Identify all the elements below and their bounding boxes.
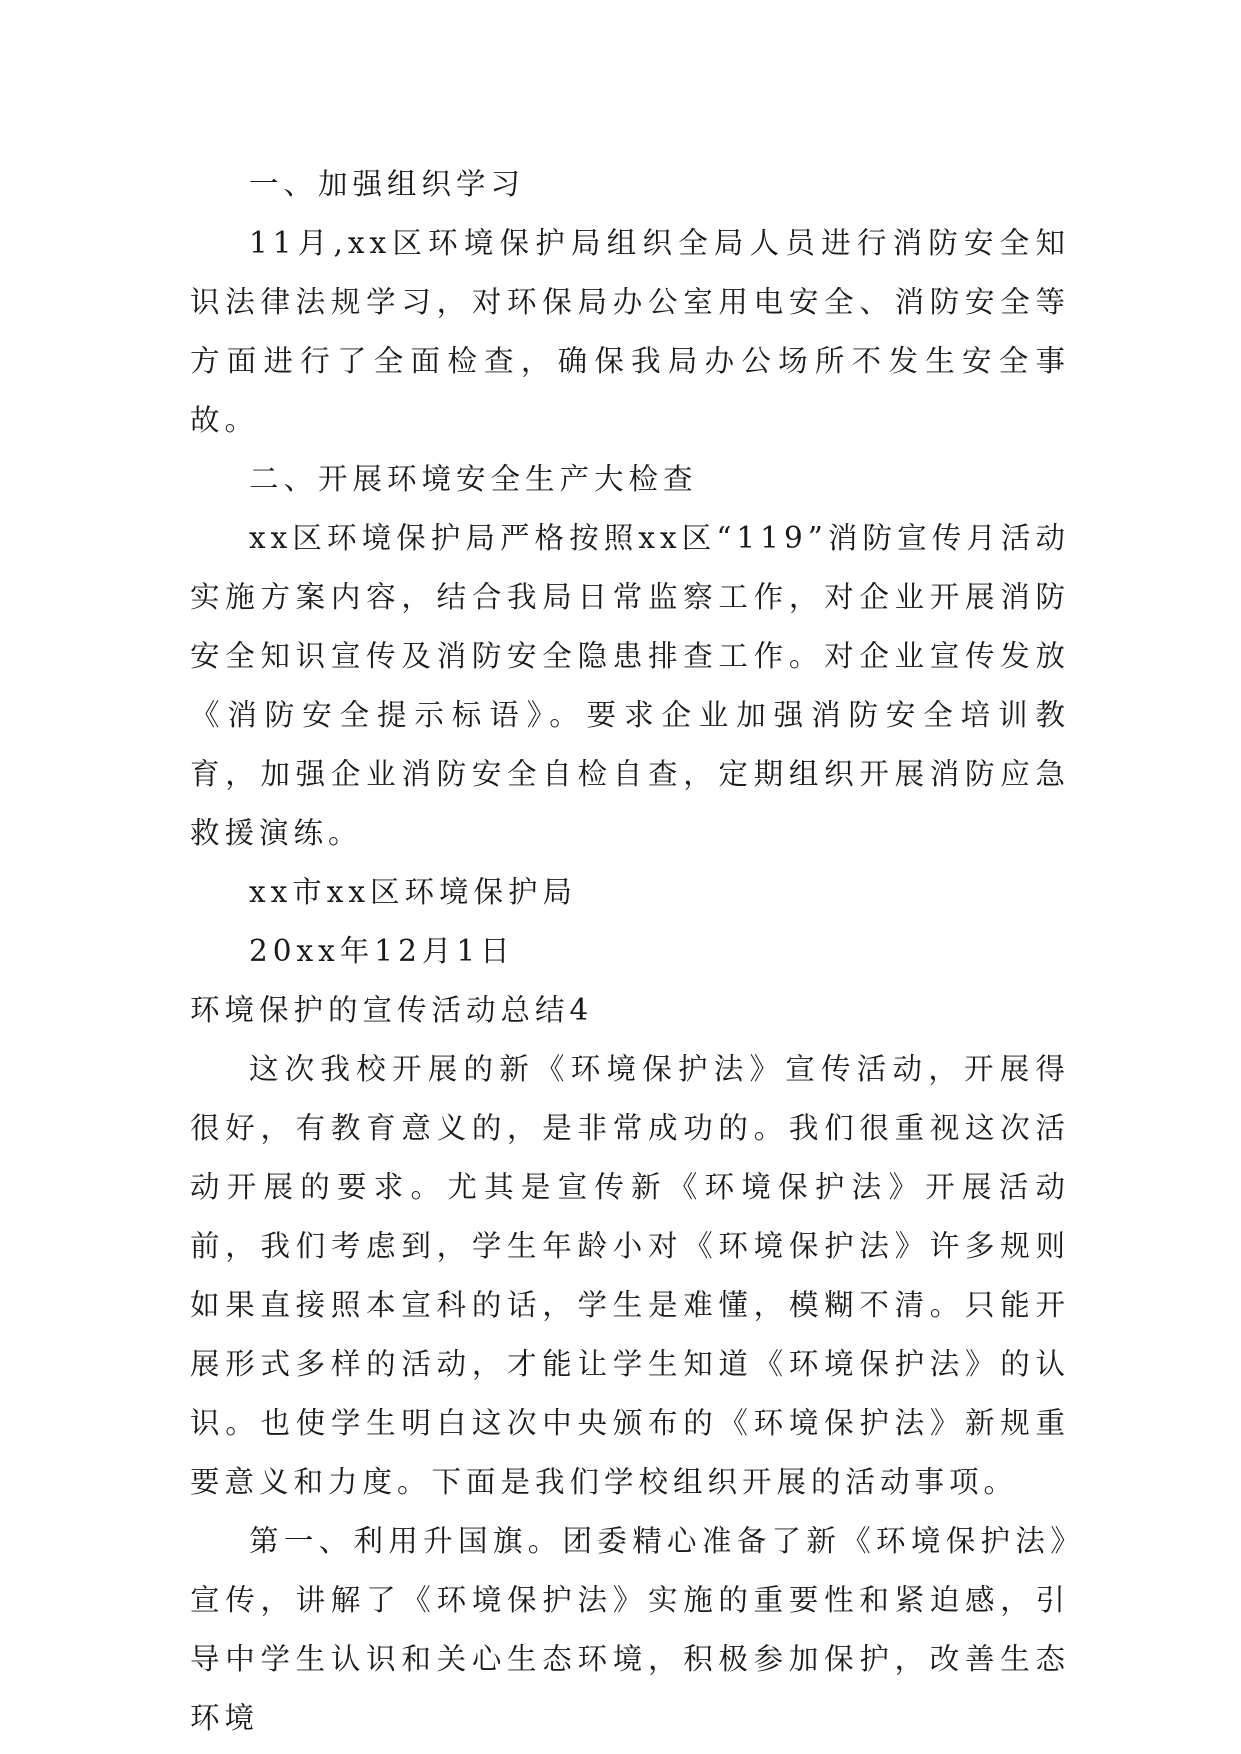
paragraph-inspection: xx区环境保护局严格按照xx区“119”消防宣传月活动实施方案内容，结合我局日常监察工作，对企业开展消防安全知识宣传及消防安全隐患排查工作。对企业宣传发放《消防安全提示标语》。要求企业加强消防安全培训教育，加强企业消防安全自检自查，定期组织开展消防应急救援演练。: [190, 521, 1070, 850]
signature-date: 20xx年12月1日: [249, 934, 515, 968]
document-body: [190, 155, 1070, 1748]
paragraph-study: 11月,xx区环境保护局组织全局人员进行消防安全知识法律法规学习，对环保局办公室用电安全、消防安全等方面进行了全面检查，确保我局办公场所不发生安全事故。: [190, 226, 1070, 437]
signature-organization: xx市xx区环境保护局: [249, 875, 578, 909]
paragraph-first-activity: 第一、利用升国旗。团委精心准备了新《环境保护法》宣传，讲解了《环境保护法》实施的重要性和紧迫感，引导中学生认识和关心生态环境，积极参加保护，改善生态环境: [190, 1524, 1070, 1735]
paragraph-intro: 这次我校开展的新《环境保护法》宣传活动，开展得很好，有教育意义的，是非常成功的。我们很重视这次活动开展的要求。尤其是宣传新《环境保护法》开展活动前，我们考虑到，学生年龄小对《环境保护法》许多规则如果直接照本宣科的话，学生是难懂，模糊不清。只能开展形式多样的活动，才能让学生知道《环境保护法》的认识。也使学生明白这次中央颁布的《环境保护法》新规重要意义和力度。下面是我们学校组织开展的活动事项。: [190, 1052, 1070, 1499]
section-heading-1: 一、加强组织学习: [249, 167, 526, 201]
document-title: 环境保护的宣传活动总结4: [190, 993, 594, 1027]
section-heading-2: 二、开展环境安全生产大检查: [249, 462, 698, 496]
